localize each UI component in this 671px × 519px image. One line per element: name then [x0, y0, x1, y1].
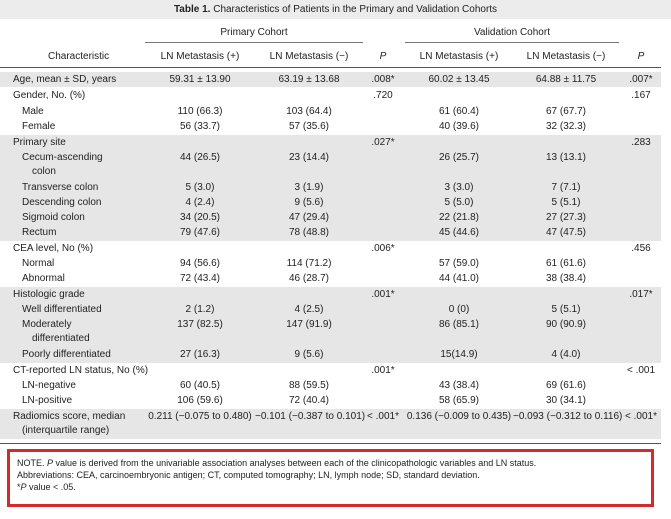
cell-pn: 72 (40.4) — [288, 395, 330, 406]
header-primary-ln-neg: LN Metastasis (−) — [269, 51, 349, 62]
row-label-cont: (interquartile range) — [22, 425, 110, 436]
row-label: Well differentiated — [22, 304, 102, 315]
cell-p1: .720 — [373, 90, 393, 101]
row-label: Histologic grade — [13, 289, 85, 300]
note-significance: value < .05. — [26, 482, 76, 492]
row-band — [0, 287, 661, 302]
cell-pp: 27 (16.3) — [179, 349, 221, 360]
row-band — [0, 135, 661, 150]
row-label: Cecum-ascending — [22, 152, 103, 163]
header-characteristic: Characteristic — [48, 51, 110, 62]
row-label: Transverse colon — [22, 182, 99, 193]
row-label: Female — [22, 121, 56, 132]
cell-pn: −0.101 (−0.387 to 0.101) — [255, 411, 366, 422]
cell-vp: 5 (5.0) — [444, 197, 474, 208]
row-label: Normal — [22, 258, 55, 269]
cell-vn: 13 (13.1) — [545, 152, 587, 163]
row-label: Moderately — [22, 319, 72, 330]
cell-vp: 0 (0) — [448, 304, 470, 315]
cell-vn: 32 (32.3) — [545, 121, 587, 132]
cell-vn: 67 (67.7) — [545, 106, 587, 117]
cell-vp: 58 (65.9) — [438, 395, 480, 406]
cell-vn: 47 (47.5) — [545, 227, 587, 238]
note-text: value is derived from the univariable association analyses between each of the clinicopathologic variables and LN status. — [53, 458, 537, 468]
note-p-symbol-2: P — [20, 482, 27, 492]
cell-p2: < .001 — [626, 365, 656, 376]
cell-vp: 40 (39.6) — [438, 121, 480, 132]
note-line-1 — [17, 458, 536, 469]
cell-vp: 44 (41.0) — [438, 273, 480, 284]
row-label: Age, mean ± SD, years — [13, 74, 117, 85]
cell-p1: .001* — [371, 289, 395, 300]
cell-pn: 23 (14.4) — [288, 152, 330, 163]
cell-pn: 47 (29.4) — [288, 212, 330, 223]
cell-vn: 4 (4.0) — [551, 349, 581, 360]
row-label: Abnormal — [22, 273, 65, 284]
cell-p2: .167 — [631, 90, 651, 101]
cell-vn: −0.093 (−0.312 to 0.116) — [513, 411, 623, 422]
table-label: Table 1. — [173, 4, 211, 15]
row-label: Gender, No. (%) — [13, 90, 86, 101]
cell-vn: 90 (90.9) — [545, 319, 587, 330]
cell-p2: .017* — [629, 289, 653, 300]
cell-pn: 147 (91.9) — [286, 319, 332, 330]
cell-vn: 69 (61.6) — [545, 380, 587, 391]
cell-pn: 46 (28.7) — [288, 273, 330, 284]
cell-vn: 7 (7.1) — [551, 182, 581, 193]
validation-cohort-rule — [405, 42, 619, 43]
cell-p2: .456 — [631, 243, 651, 254]
row-label: Male — [22, 106, 44, 117]
note-asterisk: * — [17, 482, 21, 492]
cell-vp: 60.02 ± 13.45 — [428, 74, 490, 85]
cell-pp: 106 (59.6) — [177, 395, 223, 406]
cell-pn: 3 (1.9) — [294, 182, 324, 193]
cell-pp: 60 (40.5) — [179, 380, 221, 391]
row-label: Poorly differentiated — [22, 349, 111, 360]
cell-vn: 27 (27.3) — [545, 212, 587, 223]
cell-pp: 5 (3.0) — [185, 182, 215, 193]
cell-p1: .001* — [371, 365, 395, 376]
cell-pn: 4 (2.5) — [294, 304, 324, 315]
header-validation-ln-pos: LN Metastasis (+) — [419, 51, 499, 62]
primary-cohort-rule — [145, 42, 363, 43]
cell-vn: 64.88 ± 11.75 — [535, 74, 597, 85]
cell-p2: .283 — [631, 137, 651, 148]
cell-vp: 45 (44.6) — [438, 227, 480, 238]
cell-pp: 44 (26.5) — [179, 152, 221, 163]
row-label: LN-negative — [22, 380, 76, 391]
note-line-3 — [17, 482, 76, 493]
table-title: Characteristics of Patients in the Primary and Validation Cohorts — [210, 4, 498, 15]
cell-vp: 57 (59.0) — [438, 258, 480, 269]
cell-vp: 61 (60.4) — [438, 106, 480, 117]
cell-pp: 94 (56.6) — [179, 258, 221, 269]
cell-pp: 72 (43.4) — [179, 273, 221, 284]
cell-pn: 103 (64.4) — [286, 106, 332, 117]
header-primary-ln-pos: LN Metastasis (+) — [160, 51, 240, 62]
cell-p2: .007* — [629, 74, 653, 85]
row-label: Primary site — [13, 137, 66, 148]
cell-pp: 0.211 (−0.075 to 0.480) — [148, 411, 252, 422]
cell-pn: 9 (5.6) — [294, 349, 324, 360]
cell-vn: 38 (38.4) — [545, 273, 587, 284]
cell-vp: 43 (38.4) — [438, 380, 480, 391]
cell-p2: < .001* — [625, 411, 657, 422]
cell-pp: 79 (47.6) — [179, 227, 221, 238]
table-bottom-rule — [0, 443, 661, 444]
cell-vp: 0.136 (−0.009 to 0.435) — [406, 411, 512, 422]
row-label-cont: colon — [32, 166, 56, 177]
cell-pp: 56 (33.7) — [179, 121, 221, 132]
cell-vp: 26 (25.7) — [438, 152, 480, 163]
table-caption — [0, 0, 671, 19]
cell-vn: 5 (5.1) — [551, 197, 581, 208]
note-line-2: Abbreviations: CEA, carcinoembryonic antigen; CT, computed tomography; LN, lymph node; SD, standard deviation. — [17, 470, 480, 480]
row-label: CT-reported LN status, No (%) — [13, 365, 149, 376]
row-label: Descending colon — [22, 197, 102, 208]
cell-vp: 22 (21.8) — [438, 212, 480, 223]
header-primary-p: P — [379, 51, 387, 62]
row-label: CEA level, No (%) — [13, 243, 94, 254]
cell-pn: 114 (71.2) — [286, 258, 332, 269]
row-label-cont: differentiated — [32, 333, 90, 344]
header-primary-cohort: Primary Cohort — [220, 27, 288, 38]
header-bottom-rule — [0, 67, 661, 68]
row-label: Sigmoid colon — [22, 212, 85, 223]
cell-pp: 2 (1.2) — [185, 304, 215, 315]
cell-p1: .008* — [371, 74, 395, 85]
cell-pn: 9 (5.6) — [294, 197, 324, 208]
cell-p1: < .001* — [367, 411, 399, 422]
cell-pp: 137 (82.5) — [177, 319, 223, 330]
cell-vp: 86 (85.1) — [438, 319, 480, 330]
cell-vp: 15(14.9) — [440, 349, 478, 360]
cell-pp: 4 (2.4) — [185, 197, 215, 208]
header-validation-cohort: Validation Cohort — [474, 27, 550, 38]
cell-vn: 30 (34.1) — [545, 395, 587, 406]
row-label: Rectum — [22, 227, 57, 238]
cell-pn: 88 (59.5) — [288, 380, 330, 391]
cell-pp: 59.31 ± 13.90 — [169, 74, 231, 85]
cell-pn: 78 (48.8) — [288, 227, 330, 238]
cell-vn: 61 (61.6) — [545, 258, 587, 269]
cell-pp: 110 (66.3) — [177, 106, 223, 117]
row-label: Radiomics score, median — [13, 411, 126, 422]
header-validation-p: P — [637, 51, 645, 62]
cell-pn: 63.19 ± 13.68 — [278, 74, 340, 85]
cell-pn: 57 (35.6) — [288, 121, 330, 132]
footnote-box — [7, 449, 654, 507]
cell-p1: .006* — [371, 243, 395, 254]
cell-vn: 5 (5.1) — [551, 304, 581, 315]
row-label: LN-positive — [22, 395, 73, 406]
cell-pp: 34 (20.5) — [179, 212, 221, 223]
note-prefix: NOTE. — [17, 458, 48, 468]
cell-vp: 3 (3.0) — [444, 182, 474, 193]
note-p-symbol: P — [47, 458, 54, 468]
header-validation-ln-neg: LN Metastasis (−) — [526, 51, 606, 62]
cell-p1: .027* — [371, 137, 395, 148]
